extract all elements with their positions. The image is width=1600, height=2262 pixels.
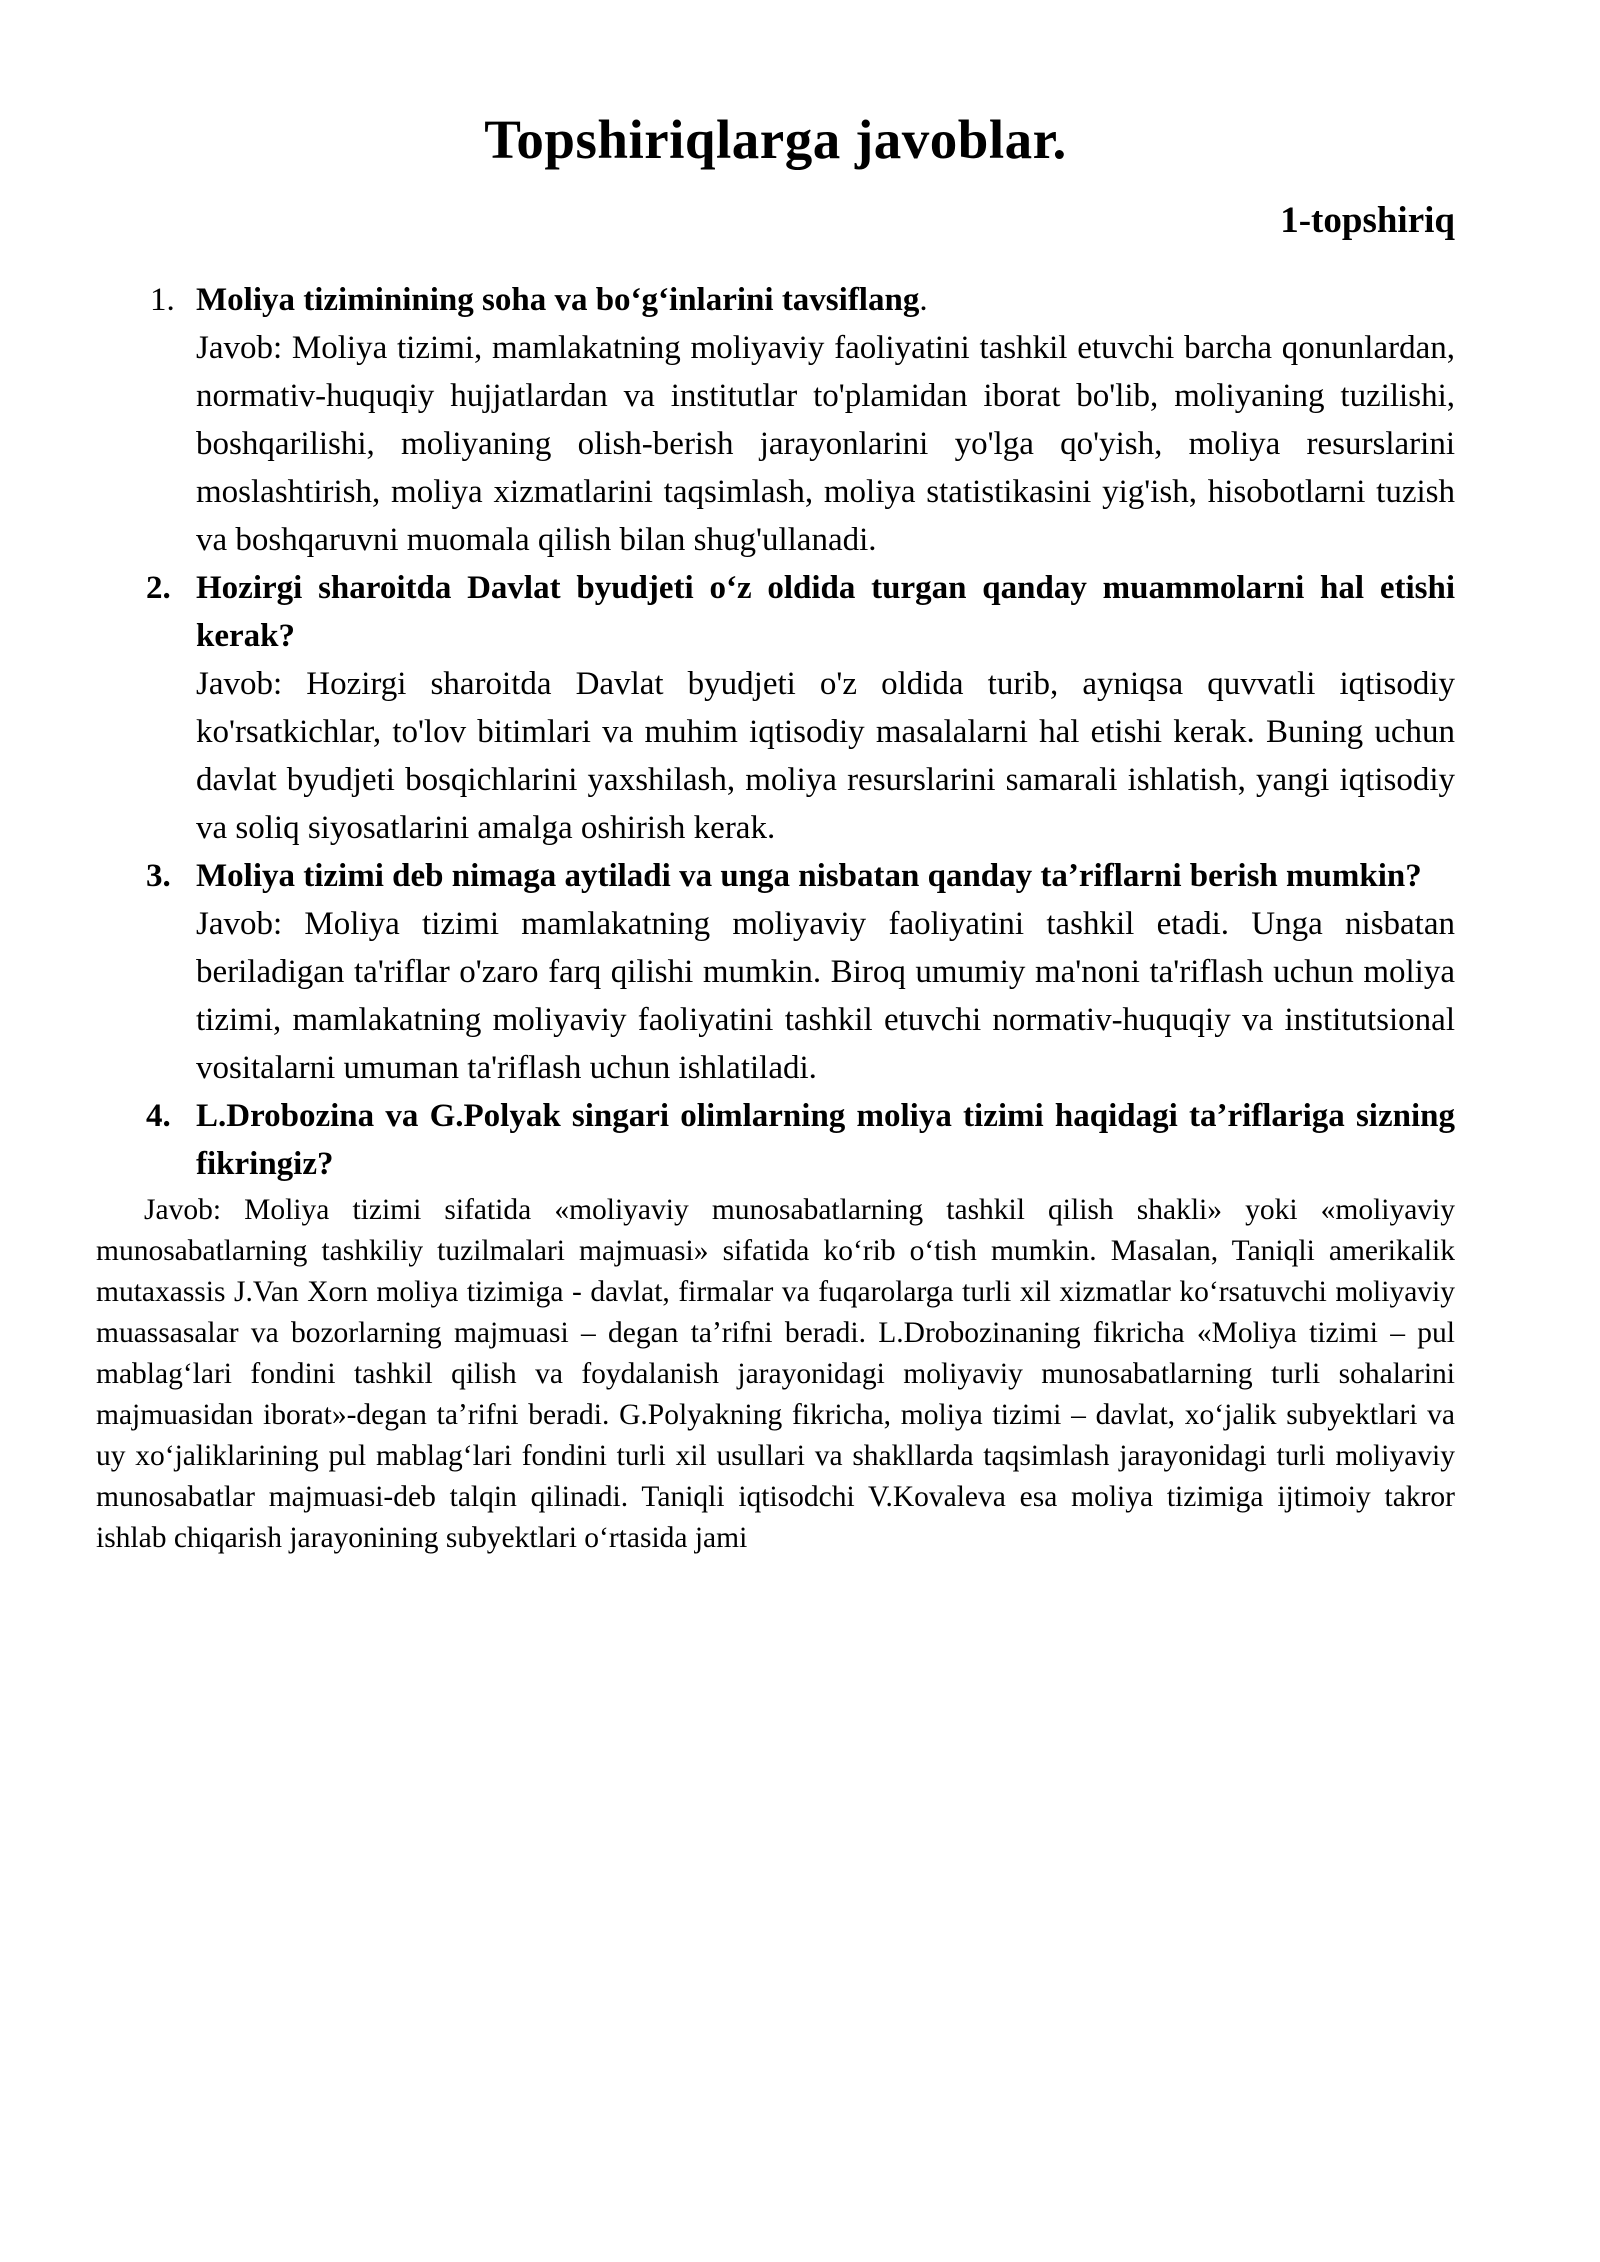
qa-item-3 xyxy=(96,852,1455,1092)
item-number: 1. xyxy=(150,282,175,318)
section-label: 1-topshiriq xyxy=(1280,200,1455,241)
qa-item-4 xyxy=(96,1092,1455,1188)
question-heading-suffix: . xyxy=(919,282,928,318)
question-heading xyxy=(196,564,1455,660)
answer-paragraph: Javob: Moliya tizimi mamlakatning moliyaviy faoliyatini tashkil etadi. Unga nisbatan beriladigan ta'riflar o'zaro farq qilishi mumkin. Biroq umumiy ma'noni ta'riflash uchun moliya tizimi, mamlakatning moliyaviy faoliyatini tashkil etuvchi normativ-huquqiy va institutsional vositalarni umuman ta'riflash uchun ishlatiladi. xyxy=(196,906,1455,1086)
question-heading-text: L.Drobozina va G.Polyak singari olimlarning moliya tizimi haqidagi taʼriflariga sizning fikringiz? xyxy=(196,1098,1455,1182)
question-heading xyxy=(196,1092,1455,1188)
answer-paragraph: Javob: Moliya tizimi, mamlakatning moliyaviy faoliyatini tashkil etuvchi barcha qonunlardan, normativ-huquqiy hujjatlardan va institutlar to'plamidan iborat bo'lib, moliyaning tuzilishi, boshqarilishi, moliyaning olish-berish jarayonlarini yo'lga qo'yish, moliya resurslarini moslashtirish, moliya xizmatlarini taqsimlash, moliya statistikasini yig'ish, hisobotlarni tuzish va boshqaruvni muomala qilish bilan shug'ullanadi. xyxy=(196,330,1455,558)
page-title: Topshiriqlarga javoblar. xyxy=(484,109,1067,170)
qa-item-2 xyxy=(96,564,1455,852)
item-number: 3. xyxy=(146,858,171,894)
question-heading-text: Hozirgi sharoitda Davlat byudjeti oʻz oldida turgan qanday muammolarni hal etishi kerak? xyxy=(196,570,1455,654)
question-heading-text: Moliya tizimi deb nimaga aytiladi va unga nisbatan qanday taʼriflarni berish mumkin? xyxy=(196,858,1422,894)
answer-paragraph: Javob: Hozirgi sharoitda Davlat byudjeti o'z oldida turib, ayniqsa quvvatli iqtisodiy ko'rsatkichlar, to'lov bitimlari va muhim iqtisodiy masalalarni hal etishi kerak. Buning uchun davlat byudjeti bosqichlarini yaxshilash, moliya resurslarini samarali ishlatish, yangi iqtisodiy va soliq siyosatlarini amalga oshirish kerak. xyxy=(196,666,1455,846)
question-heading xyxy=(196,852,1455,900)
question-heading xyxy=(196,276,1455,324)
final-answer-paragraph: Javob: Moliya tizimi sifatida «moliyaviy munosabatlarning tashkil qilish shakli» yoki «moliyaviy munosabatlarning tashkiliy tuzilmalari majmuasi» sifatida koʻrib oʻtish mumkin. Masalan, Taniqli amerikalik mutaxassis J.Van Xorn moliya tizimiga - davlat, firmalar va fuqarolarga turli xil xizmatlar koʻrsatuvchi moliyaviy muassasalar va bozorlarning majmuasi – degan taʼrifni beradi. L.Drobozinaning fikricha «Moliya tizimi – pul mablagʻlari fondini tashkil qilish va foydalanish jarayonidagi moliyaviy munosabatlarning turli sohalarini majmuasidan iborat»-degan taʼrifni beradi. G.Polyakning fikricha, moliya tizimi – davlat, xoʻjalik subyektlari va uy xoʻjaliklarining pul mablagʻlari fondini turli xil usullari va shakllarda taqsimlash jarayonidagi turli moliyaviy munosabatlar majmuasi-deb talqin qilinadi. Taniqli iqtisodchi V.Kovaleva esa moliya tizimiga ijtimoiy takror ishlab chiqarish jarayonining subyektlari oʻrtasida jami xyxy=(96,1194,1455,1554)
item-number: 4. xyxy=(146,1098,171,1134)
qa-item-1 xyxy=(96,276,1455,564)
item-number: 2. xyxy=(146,570,171,606)
question-heading-text: Moliya tiziminining soha va boʻgʻinlarini tavsiflang xyxy=(196,282,920,318)
